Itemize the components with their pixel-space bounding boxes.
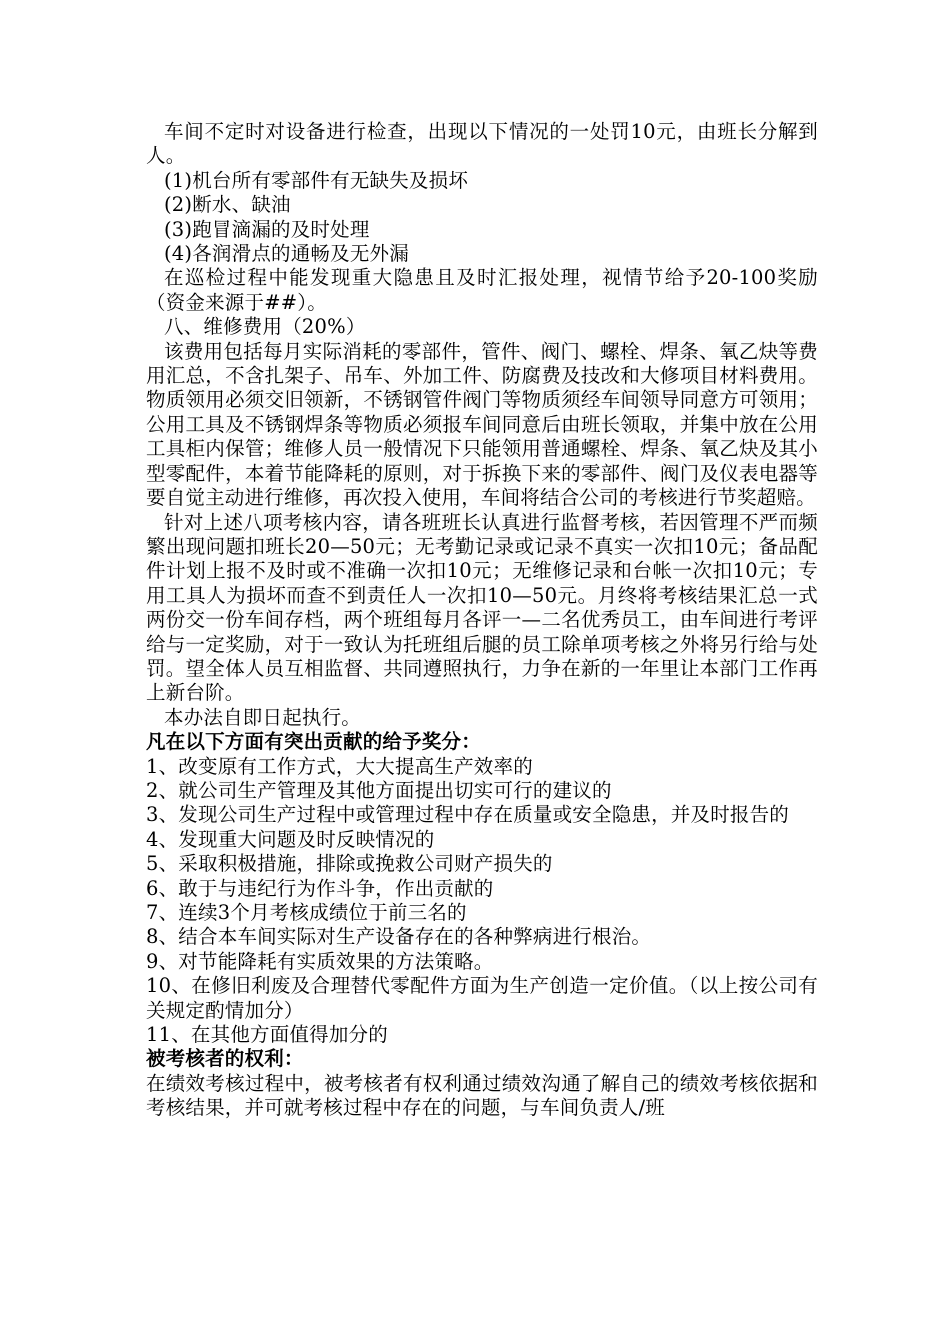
- paragraph-hazard-reward: 在巡检过程中能发现重大隐患且及时汇报处理，视情节给予20-100奖励（资金来源于##）。: [146, 266, 818, 314]
- paragraph-inspection-penalty: 车间不定时对设备进行检查，出现以下情况的一处罚10元，由班长分解到人。: [146, 120, 818, 168]
- list-item-reward-7: 7、连续3个月考核成绩位于前三名的: [146, 901, 467, 924]
- list-item-reward-8: 8、结合本车间实际对生产设备存在的各种弊病进行根治。: [146, 925, 652, 949]
- list-item-inspection-1: (1)机台所有零部件有无缺失及损坏: [164, 168, 469, 192]
- list-item-reward-3: 3、发现公司生产过程中或管理过程中存在质量或安全隐患，并及时报告的: [146, 803, 790, 827]
- list-item-reward-5: 5、采取积极措施，排除或挽救公司财产损失的: [146, 852, 553, 876]
- list-item-inspection-3: (3)跑冒滴漏的及时处理: [164, 217, 370, 241]
- list-item-reward-6: 6、敢于与违纪行为作斗争，作出贡献的: [146, 876, 494, 900]
- paragraph-appraisee-rights: 在绩效考核过程中，被考核者有权利通过绩效沟通了解自己的绩效考核依据和考核结果，并可就考核过程中存在的问题，与车间负责人/班: [146, 1071, 818, 1120]
- list-item-inspection-2: (2)断水、缺油: [164, 193, 291, 217]
- list-item-inspection-4: (4)各润滑点的通畅及无外漏: [164, 242, 409, 266]
- paragraph-effective-date: 本办法自即日起执行。: [164, 705, 362, 729]
- paragraph-supervision: 针对上述八项考核内容，请各班班长认真进行监督考核，若因管理不严而频繁出现问题扣班长20—50元；无考勤记录或记录不真实一次扣10元；备品配件计划上报不及时或不准确一次扣10元；无维修记录和台帐一次扣10元；专用工具人为损坏而查不到责任人一次扣10—50元。月终将考核结果汇总一式两份交一份车间存档，两个班组每月各评一—二名优秀员工，由车间进行考评给与一定奖励，对于一致认为托班组后腿的员工除单项考核之外将另行给与处罚。望全体人员互相监督、共同遵照执行，力争在新的一年里让本部门工作再上新台阶。: [146, 510, 818, 705]
- list-item-reward-9: 9、对节能降耗有实质效果的方法策略。: [146, 949, 494, 973]
- paragraph-maintenance-cost: 该费用包括每月实际消耗的零部件，管件、阀门、螺栓、焊条、氧乙炔等费用汇总，不含扎架子、吊车、外加工件、防腐费及技改和大修项目材料费用。物质领用必须交旧领新，不锈钢管件阀门等物质须经车间领导同意方可领用；公用工具及不锈钢焊条等物质必须报车间同意后由班长领取，并集中放在公用工具柜内保管；维修人员一般情况下只能领用普通螺栓、焊条、氧乙炔及其小型零配件，本着节能降耗的原则，对于拆换下来的零部件、阀门及仪表电器等要自觉主动进行维修，再次投入使用，车间将结合公司的考核进行节奖超赔。: [146, 339, 818, 510]
- list-item-reward-11: 11、在其他方面值得加分的: [146, 1023, 388, 1047]
- list-item-reward-1: 1、改变原有工作方式，大大提高生产效率的: [146, 754, 533, 778]
- list-item-reward-4: 4、发现重大问题及时反映情况的: [146, 827, 435, 851]
- list-item-reward-2: 2、就公司生产管理及其他方面提出切实可行的建议的: [146, 778, 612, 802]
- list-item-reward-10: 10、在修旧利废及合理替代零配件方面为生产创造一定价值。（以上按公司有关规定酌情加分）: [146, 974, 818, 1022]
- document-page: [146, 120, 818, 1121]
- heading-appraisee-rights: 被考核者的权利：: [146, 1047, 304, 1071]
- section-heading-maintenance-cost: 八、维修费用（20%）: [164, 315, 366, 339]
- heading-reward-points: 凡在以下方面有突出贡献的给予奖分：: [146, 730, 481, 754]
